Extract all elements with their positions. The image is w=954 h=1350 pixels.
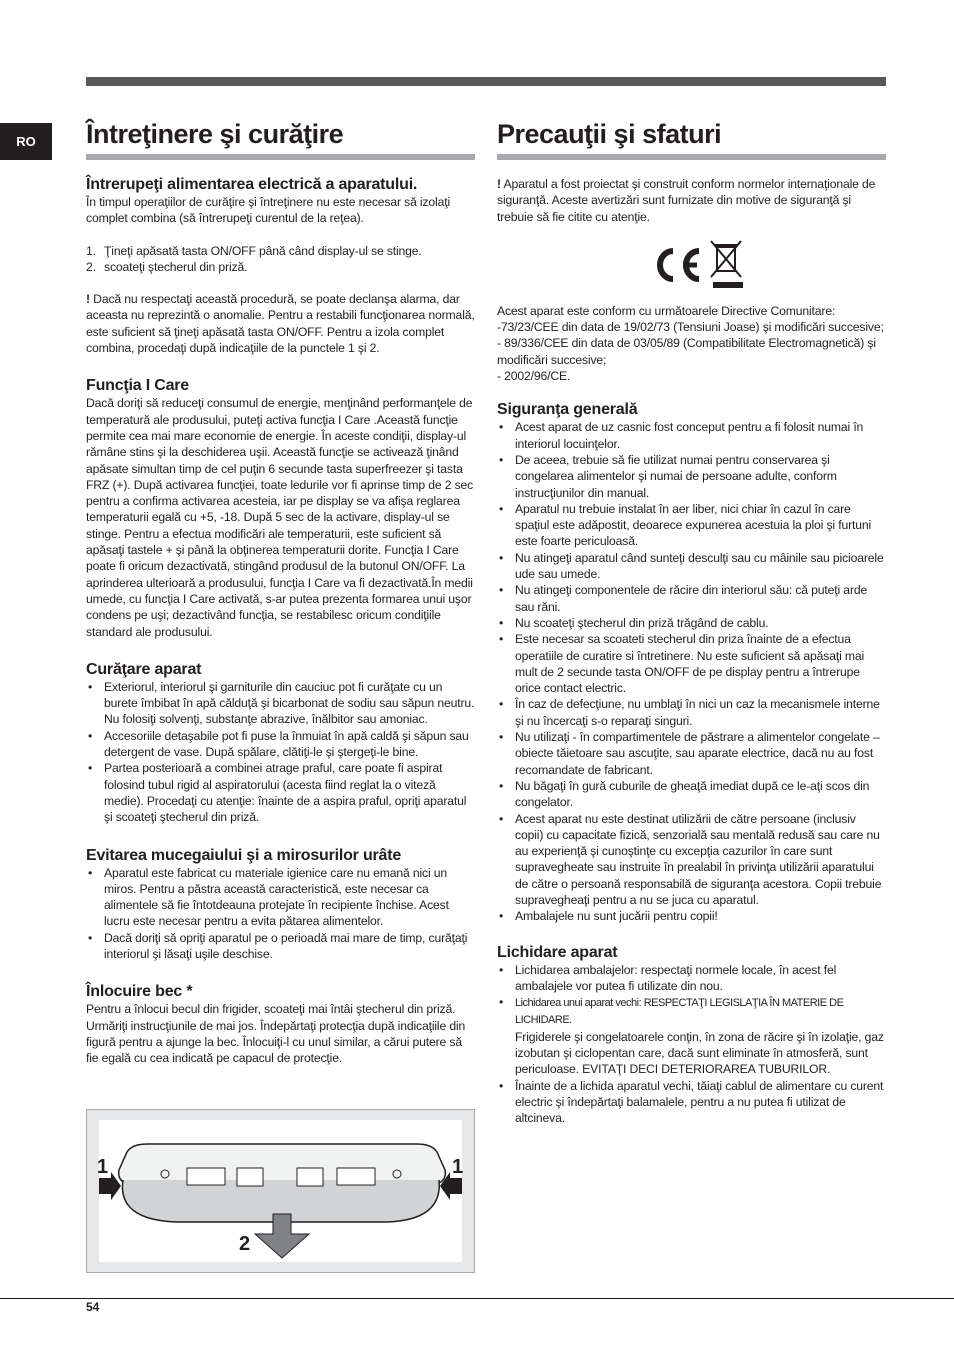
- icare-heading: Funcţia I Care: [86, 377, 190, 395]
- directive-line: - 89/336/CEE din data de 03/05/89 (Compatibilitate Electromagnetică) şi modificări succesive;: [497, 336, 876, 367]
- list-item: • Nu utilizaţi - în compartimentele de păstrare a alimentelor congelate – obiecte tăietoare sau ascuţite, sau aparate electrice, dacă nu au fost recomandate de fabricant.: [515, 729, 886, 778]
- list-item: • Nu atingeţi aparatul când sunteţi desculţi sau cu mâinile sau picioarele ude sau umede.: [515, 550, 886, 583]
- cleaning-list: [86, 679, 475, 826]
- list-item: • Accesoriile detaşabile pot fi puse la înmuiat în apă caldă şi săpun sau detergent de vase. După spălare, clătiţi-le şi ştergeţi-le bine.: [104, 728, 475, 761]
- left-title: Întreţinere şi curăţire: [86, 118, 475, 160]
- general-safety-list: [497, 419, 886, 924]
- directive-line: Acest aparat este conform cu următoarele Directive Comunitare:: [497, 303, 836, 318]
- power-off-warning: ! Dacă nu respectaţi această procedură, se poate declanşa alarma, dar aceasta nu reprezintă o anomalie. Pentru a restabili funcţionarea normală, este suficient să ţineţi apăsată tasta ON/OFF. Pentru a izola complet combina, procedaţi după indicaţiile de la punctele 1 şi 2.: [86, 292, 475, 356]
- mold-heading: Evitarea mucegaiului şi a mirosurilor urâte: [86, 846, 402, 864]
- cleaning-heading: Curăţare aparat: [86, 660, 202, 678]
- icare-body: Dacă doriţi să reduceţi consumul de energie, menţinând performanţele de temperatură ale produsului, puteţi activa funcţia I Care .Această funcţie permite cea mai mare economie de energie. În aceste condiţii, display-ul rămâne stins şi la deschiderea uşii. Această funcţie se activează ţinând apăsate simultan timp de cel puţin 6 secunde tasta superfreezer şi tasta FRZ (+). După activarea funcţiei, toate ledurile vor fi aprinse timp de 2 sec pentru a confirma activarea acesteia, iar pe display se va afişa reglarea temperaturii egală cu +5, -18. După 5 sec de la activare, display-ul se stinge. Pentru a efectua modificări ale temperaturii, este suficient să apăsaţi tastele + şi până la obţinerea temperaturii dorite. Funcţia I Care poate fi oricum dezactivată, stingând produsul de la butonul ON/OFF. La aprinderea ulterioară a produsului, funcţia I Care va fi dezactivată.În medii umede, cu funcţia I Care activată, s-ar putea prezenta formarea unui uşor condens pe uşi; dezactivând funcţia, se restabilesc oricum condiţiile standard ale produsului.: [86, 396, 474, 639]
- list-item: • Nu băgaţi în gură cuburile de gheaţă imediat după ce le-aţi scos din congelator.: [515, 778, 886, 811]
- bulb-figure: [86, 1109, 475, 1273]
- list-item: • Partea posterioară a combinei atrage praful, care poate fi aspirat folosind tubul rigid al aspiratorului (acesta fiind reglat la o viteză medie). Procedaţi cu atenţie: înainte de a aspira praful, opriţi aparatul şi scoateţi ştecherul din priză.: [104, 760, 475, 825]
- disposal-heading: Lichidare aparat: [497, 943, 618, 961]
- list-item: • De aceea, trebuie să fie utilizat numai pentru conservarea şi congelarea alimentelor şi numai de persoane adulte, conform instrucţiunilor din manual.: [515, 452, 886, 501]
- list-item: • În caz de defecţiune, nu umblaţi în nici un caz la mecanismele interne şi nu încercaţi s-o reparaţi singuri.: [515, 696, 886, 729]
- bulb-body: Pentru a înlocui becul din frigider, scoateţi mai întâi ştecherul din priză. Urmăriţi instrucţiunile de mai jos. Îndepărtaţi protecţia după indicaţiile din figură pentru a ajunge la bec. Înlocuiţi-l cu unul similar, a cărui putere să fie egală cu cea indicată pe capacul de protecţie.: [86, 1002, 466, 1066]
- list-item: • Aparatul este fabricat cu materiale igienice care nu emană nici un miros. Pentru a păstra această caracteristică, este necesar ca alimentele să fie întotdeauna protejate în recipiente închise. Acest lucru este necesar pentru a evita pătarea alimentelor.: [104, 865, 475, 930]
- list-item: • Exteriorul, interiorul şi garniturile din cauciuc pot fi curăţate cu un burete îmbibat în apă călduţă şi bicarbonat de sodiu sau săpun neutru. Nu folosiţi solvenţi, substanţe abrazive, înălbitor sau amoniac.: [104, 679, 475, 728]
- top-rule: [86, 77, 886, 86]
- figure-label-left: 1: [97, 1156, 109, 1178]
- power-off-heading: Întrerupeţi alimentarea electrică a aparatului.: [86, 176, 418, 193]
- list-item: • Lichidarea ambalajelor: respectaţi normele locale, în acest fel ambalajele vor putea fi utilizate din nou.: [515, 962, 886, 995]
- right-title: Precauţii şi sfaturi: [497, 118, 886, 160]
- list-item: 2. scoateţi ştecherul din priză.: [86, 259, 248, 274]
- list-item: • Nu atingeţi componentele de răcire din interiorul său: că puteţi arde sau răni.: [515, 582, 886, 615]
- language-tab: RO: [0, 123, 52, 160]
- list-item: 1. Ţineţi apăsată tasta ON/OFF până când display-ul se stinge.: [86, 243, 422, 258]
- list-item: • Ambalajele nu sunt jucării pentru copii!: [515, 908, 886, 924]
- power-off-steps: [86, 243, 475, 276]
- list-item: • Dacă doriţi să opriţi aparatul pe o perioadă mai mare de timp, curăţaţi interiorul şi lăsaţi uşile deschise.: [104, 930, 475, 963]
- directive-line: - 2002/96/CE.: [497, 369, 571, 384]
- directive-line: -73/23/CEE din data de 19/02/73 (Tensiuni Joase) şi modificări succesive;: [497, 320, 884, 335]
- left-column: [86, 118, 475, 1066]
- safety-intro: ! Aparatul a fost proiectat şi construit conform normelor internaţionale de siguranţă. Aceste avertizări sunt furnizate din motive de siguranţă şi trebuie să fie citite cu atenţie.: [497, 177, 876, 224]
- compliance-marks: [497, 237, 886, 293]
- page-number: 54: [86, 1300, 100, 1314]
- list-item: • Aparatul nu trebuie instalat în aer liber, nici chiar în cazul în care spaţiul este adăpostit, deoarece expunerea acestuia la ploi şi furtuni este foarte periculoasă.: [515, 501, 886, 550]
- bulb-heading: Înlocuire bec *: [86, 983, 193, 1001]
- mold-list: [86, 865, 475, 963]
- list-item: • Înainte de a lichida aparatul vechi, tăiaţi cablul de alimentare cu curent electric şi îndepărtaţi balamalele, pentru a nu putea fi utilizat de altcineva.: [515, 1078, 886, 1127]
- ce-weee-icon: [637, 237, 747, 293]
- list-item: • Este necesar sa scoateti stecherul din priza înainte de a efectua operatiile de curatire si întretinere. Nu este suficient să apăsaţi mai mult de 2 secunde tasta ON/OFF de pe display pentru a întrerupe orice contact electric.: [515, 631, 886, 696]
- list-item: • Acest aparat de uz casnic fost conceput pentru a fi folosit numai în interiorul locuinţelor.: [515, 419, 886, 452]
- lamp-cover-illustration: [87, 1110, 474, 1272]
- right-column: [497, 118, 886, 1127]
- list-item: • Lichidarea unui aparat vechi: RESPECTAŢI LEGISLAŢIA ÎN MATERIE DE LICHIDARE. Frigiderele şi congelatoarele conţin, în zona de răcire şi în izolaţie, gaz izobutan şi ciclopentan care, dacă sunt eliminate în atmosferă, sunt periculoase. EVITAŢI DECI DETERIORAREA TUBURILOR.: [515, 994, 886, 1077]
- footer-rule: [0, 1298, 954, 1299]
- disposal-list: [497, 962, 886, 1127]
- power-off-intro: În timpul operaţiilor de curăţire şi întreţinere nu este necesar să izolaţi complet combina (să întrerupeţi curentul de la reţea).: [86, 195, 451, 226]
- general-safety-heading: Siguranţa generală: [497, 401, 638, 419]
- figure-label-right: 1: [452, 1156, 464, 1178]
- list-item: • Nu scoateţi ştecherul din priză trăgând de cablu.: [515, 615, 886, 631]
- list-item: • Acest aparat nu este destinat utilizării de către persoane (inclusiv copii) cu capacitate fizică, senzorială sau mentală redusă sau care nu au experienţă şi cunoştinţe cu excepţia cazurilor în care sunt supravegheate sau instruite în prealabil în privinţa utilizării aparatului de către o persoană responsabilă de siguranţa acestora. Copii trebuie supravegheaţi pentru a nu se juca cu aparatul.: [515, 811, 886, 909]
- figure-label-bottom: 2: [239, 1233, 251, 1255]
